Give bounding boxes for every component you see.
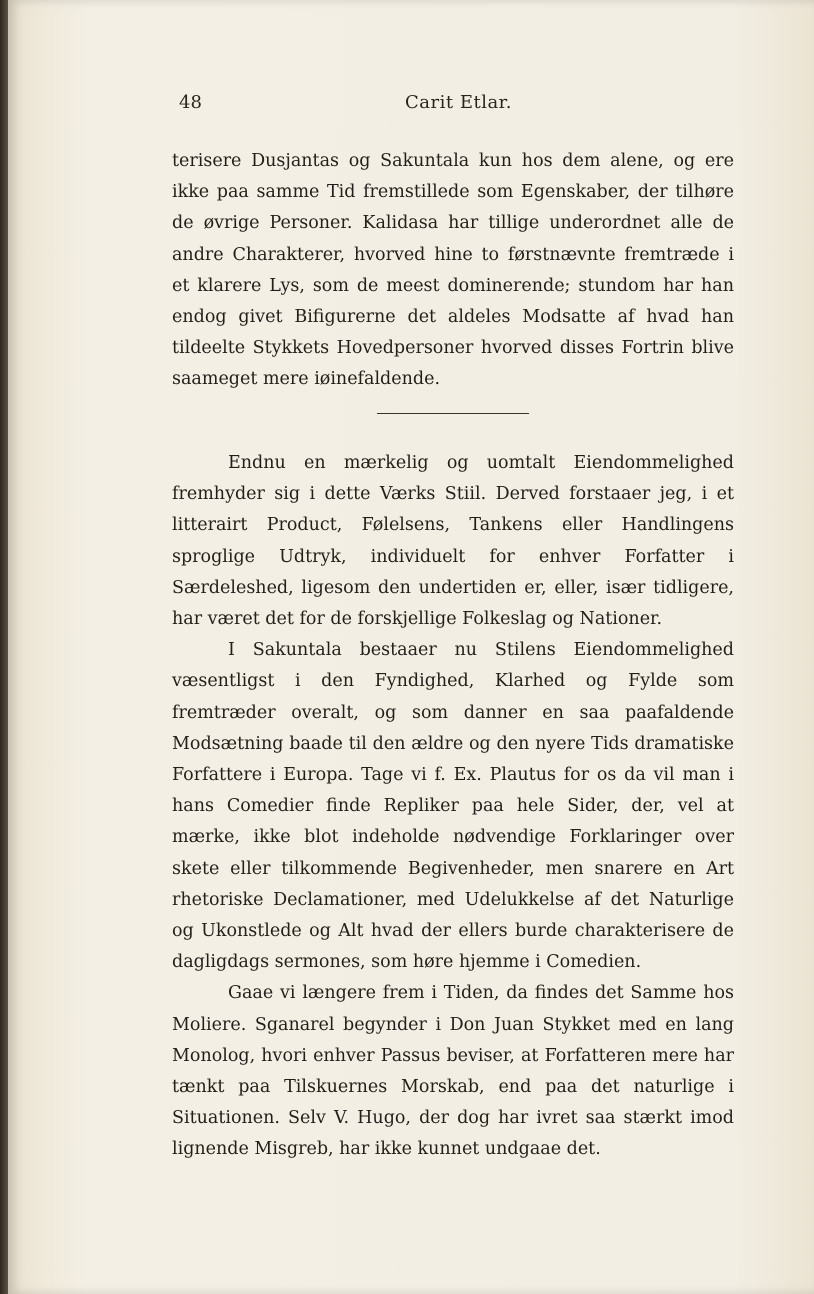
text-block-top [172, 146, 734, 396]
paragraph: Gaae vi længere frem i Tiden, da findes det Samme hos Moliere. Sganarel begynder i Don Juan Stykket med en lang Monolog, hvori enhver Passus beviser, at Forfatteren mere har tænkt paa Tilskuernes Morskab, end paa det naturlige i Situationen. Selv V. Hugo, der dog har ivret saa stærkt imod lignende Misgreb, har ikke kunnet undgaae det. [172, 983, 734, 1160]
paragraph: terisere Dusjantas og Sakuntala kun hos dem alene, og ere ikke paa samme Tid fremstillede som Egenskaber, der tilhøre de øvrige Personer. Kalidasa har tillige underordnet alle de andre Charakterer, hvorved hine to førstnævnte fremtræde i et klarere Lys, som de meest dominerende; stundom har han endog givet Bifigurerne det aldeles Modsatte af hvad han tildeelte Stykkets Hovedpersoner hvorved disses Fortrin blive saameget mere iøinefaldende. [172, 151, 734, 390]
running-title: Carit Etlar. [405, 92, 513, 113]
paragraph: I Sakuntala bestaaer nu Stilens Eiendommelighed væsentligst i den Fyndighed, Klarhed og Fylde som fremtræder overalt, og som danner en saa paafaldende Modsætning baade til den ældre og den nyere Tids dramatiske Forfattere i Europa. Tage vi f. Ex. Plautus for os da vil man i hans Comedier finde Repliker paa hele Sider, der, vel at mærke, ikke blot indeholde nødvendige Forklaringer over skete eller tilkommende Begivenheder, men snarere en Art rhetoriske Declamationer, med Udelukkelse af det Naturlige og Ukonstlede og Alt hvad der ellers burde charakterisere de dagligdags sermones, som høre hjemme i Comedien. [172, 640, 734, 973]
text-block-bottom [172, 448, 734, 1166]
page-number: 48 [179, 92, 202, 113]
paragraph: Endnu en mærkelig og uomtalt Eiendommelighed fremhyder sig i dette Værks Stiil. Derved forstaaer jeg, i et litterairt Product, Følelsens, Tankens eller Handlingens sproglige Udtryk, individuelt for enhver Forfatter i Særdeleshed, ligesom den undertiden er, eller, især tidligere, har været det for de forskjellige Folkeslag og Nationer. [172, 453, 734, 630]
page-header [173, 92, 743, 122]
section-divider [377, 413, 529, 414]
